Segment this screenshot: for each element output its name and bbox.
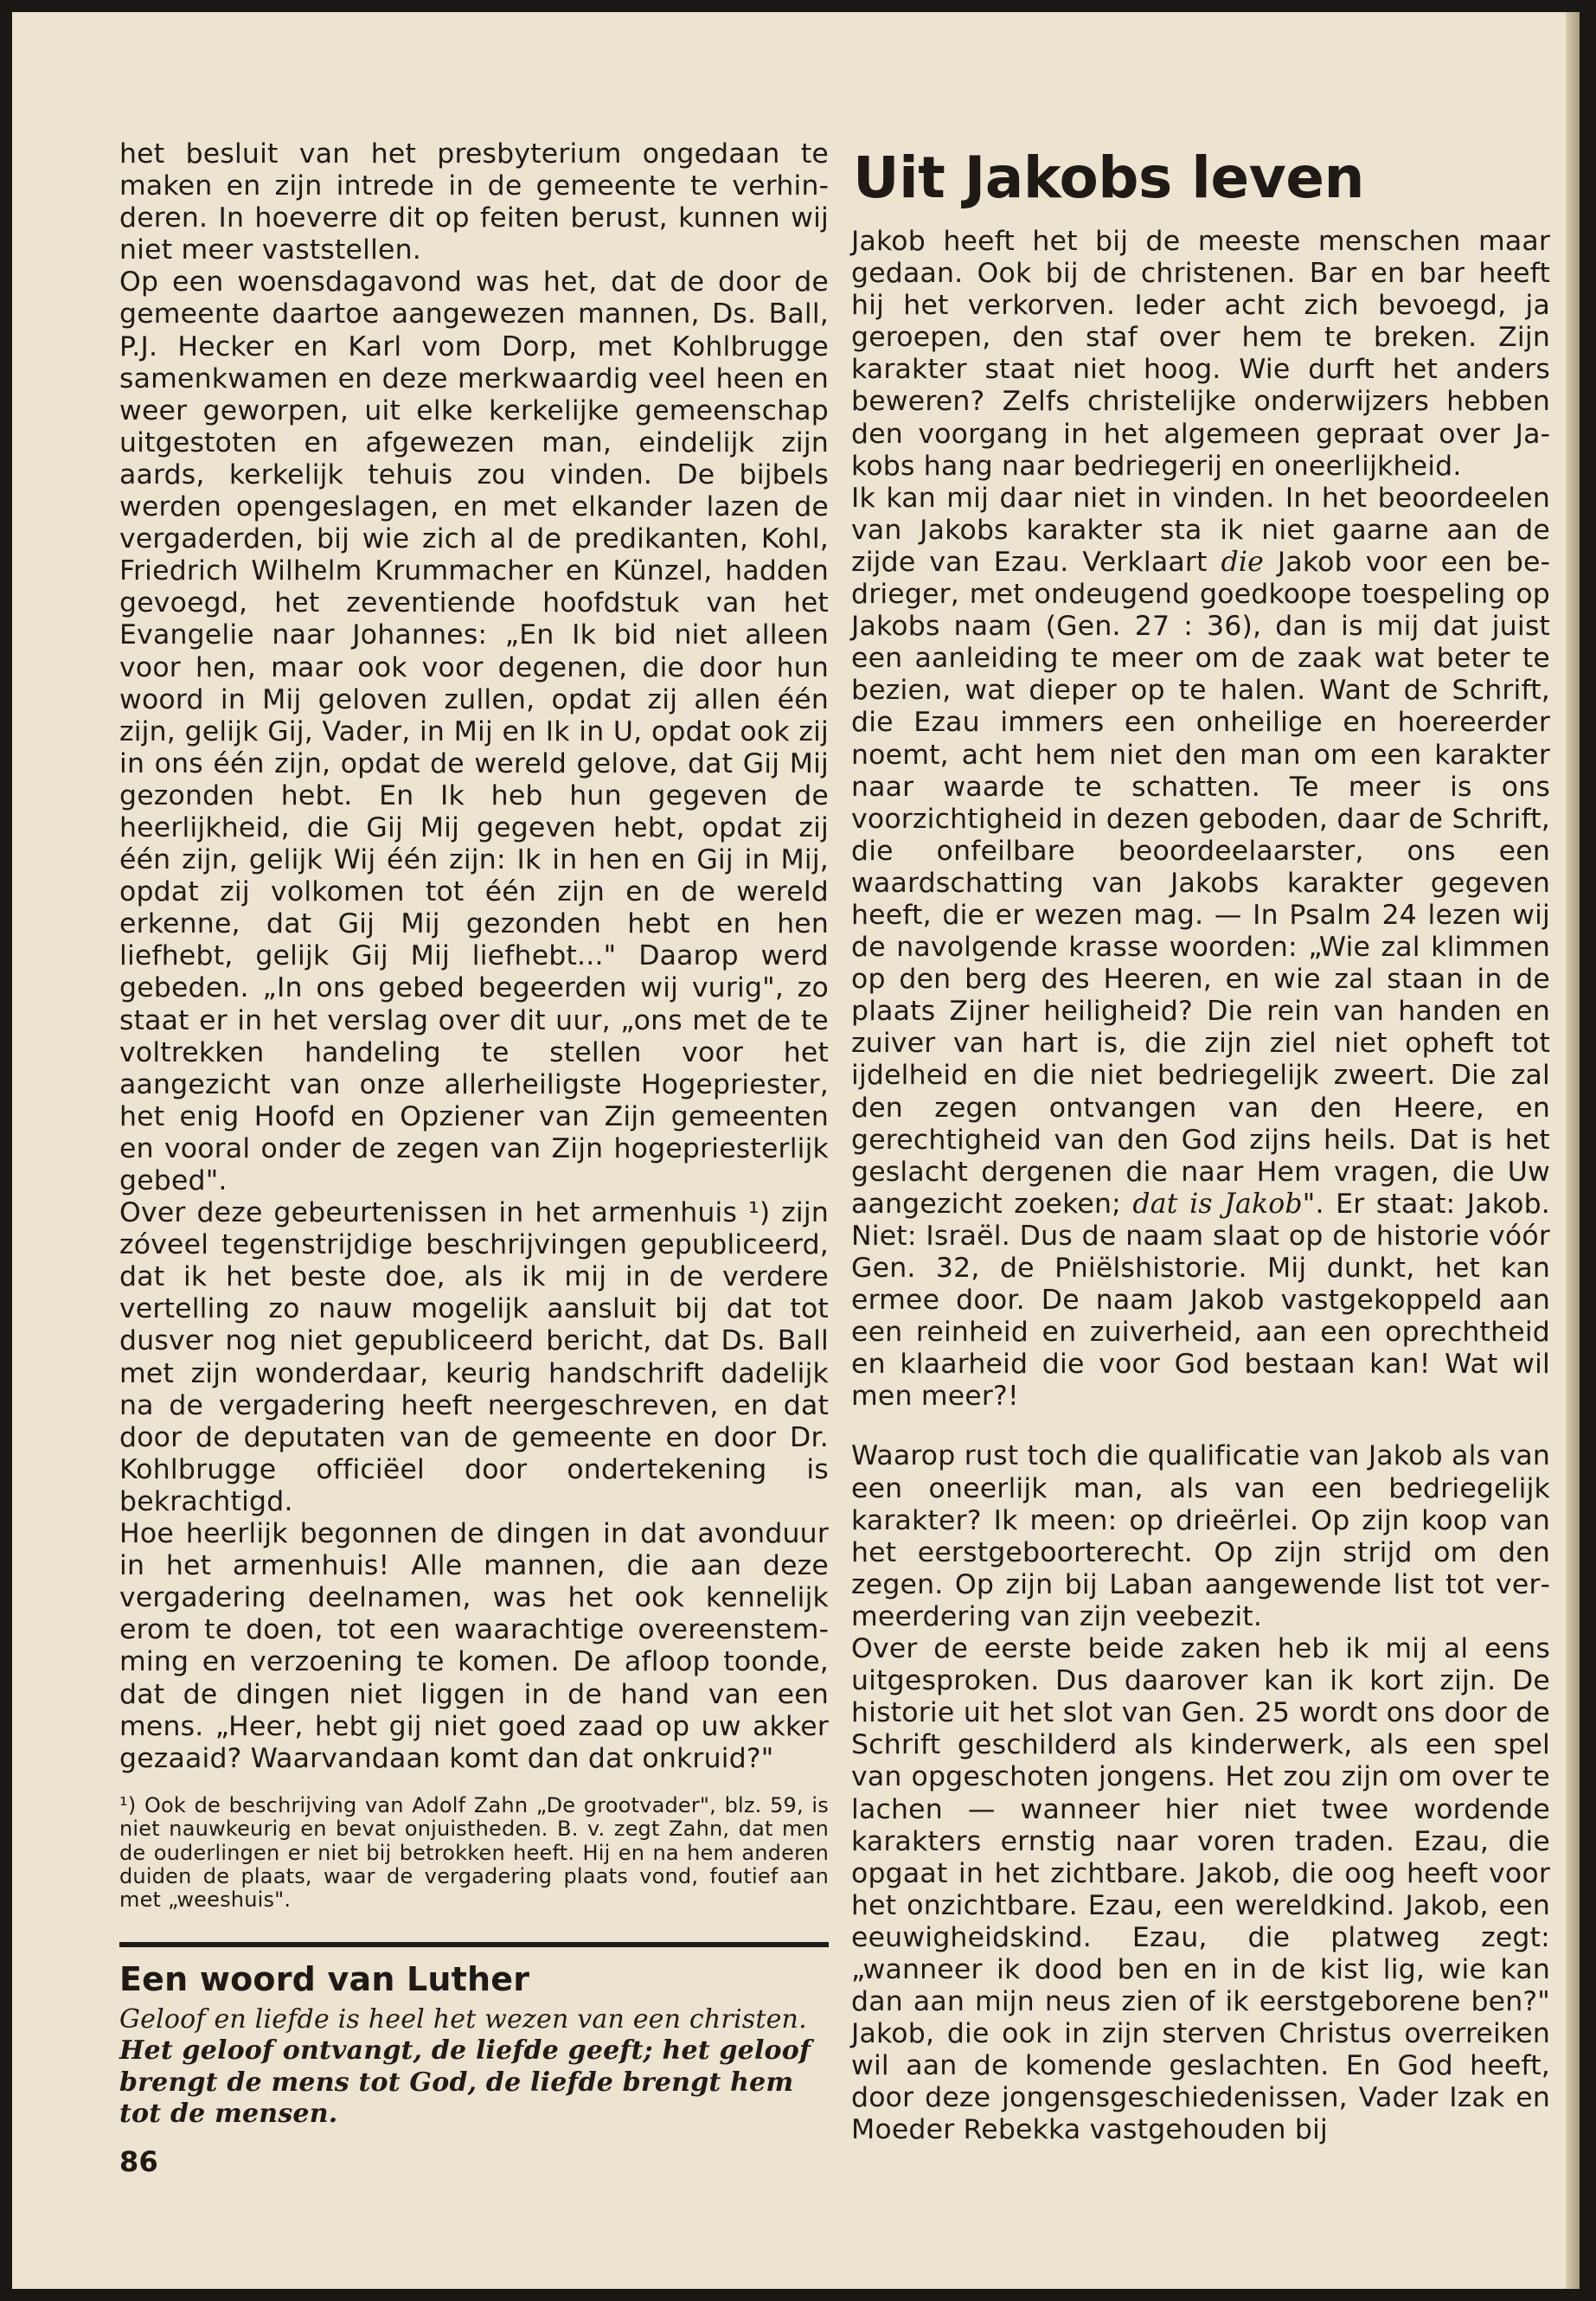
paragraph: Over deze gebeurtenissen in het armenhuis ¹) zijn zóveel tegenstrijdige beschrijvingen gepubliceerd, dat ik het beste doe, als ik mij in de verdere vertelling zo nauw mogelijk aansluit bij dat tot dusver nog niet gepubliceerd bericht, dat Ds. Ball met zijn wonderdaar, keurig handschrift dadelijk na de vergadering heeft neergeschreven, en dat door de deputaten van de gemeente en door Dr. Kohlbrugge officiëel door ondertekening is bekrachtigd. xyxy=(119,1197,829,1517)
emphasis: die xyxy=(1221,546,1264,578)
luther-quote-line: Het geloof ontvangt, de liefde geeft; het geloof brengt de mens tot God, de liefde brengt hem tot de mensen. xyxy=(119,2035,811,2130)
magazine-page xyxy=(12,12,1580,2289)
right-column xyxy=(851,146,1550,2147)
paragraph: Waarop rust toch die qualificatie van Jakob als van een oneerlijk man, als van een bedriegelijk karakter? Ik meen: op drieërlei. Op zijn koop van het eerstgeboorterecht. Op zijn strijd om den zegen. Op zijn bij Laban aangewende list tot vermeerdering van zijn veebezit. xyxy=(851,1440,1550,1632)
text-run: Jakob voor een bedrieger, met ondeugend goedkoope toespeling op Jakobs naam (Gen. 27 : 36), dan is mij dat juist een aanleiding te meer om de zaak wat beter te bezien, wat dieper op te halen. Want de Schrift, die Ezau immers een onheilige en hoereerder noemt, acht hem niet den man om een karakter naar waarde te schatten. Te meer is ons voorzichtigheid in dezen geboden, daar de Schrift, die onfeilbare beoordeelaarster, ons een waardschatting van Jakobs karakter gegeven heeft, die er wezen mag. — In Psalm 24 lezen wij de navolgende krasse woorden: „Wie zal klimmen op den berg des Heeren, en wie zal staan in de plaats Zijner heiligheid? Die rein van handen en zuiver van hart is, die zijn ziel niet opheft tot ijdelheid en die niet bedriegelijk zweert. Die zal den zegen ontvangen van den Heere, en gerechtigheid van den God zijns heils. Dat is het geslacht dergenen die naar Hem vragen, die Uw aangezicht zoeken; xyxy=(851,546,1550,1220)
luther-quote xyxy=(119,2004,829,2131)
paragraph: Jakob heeft het bij de meeste menschen maar gedaan. Ook bij de christenen. Bar en bar heeft hij het verkorven. Ieder acht zich bevoegd, ja geroepen, den staf over hem te breken. Zijn karakter staat niet hoog. Wie durft het anders beweren? Zelfs christelijke onderwijzers hebben den voorgang in het algemeen gepraat over Jakobs hang naar bedriegerij en oneerlijkheid. xyxy=(851,226,1550,482)
paragraph-gap xyxy=(851,1413,1550,1440)
paragraph: het besluit van het presbyterium ongedaan te maken en zijn intrede in de gemeente te verhinderen. In hoeverre dit op feiten berust, kunnen wij niet meer vaststellen. xyxy=(119,138,829,266)
text-run: ". Er staat: Jakob. Niet: Israël. Dus de naam slaat op de historie vóór Gen. 32, de Pniëlshistorie. Mij dunkt, het kan ermee door. De naam Jakob vastgekoppeld aan een reinheid en zuiverheid, aan een oprechtheid en klaarheid die voor God bestaan kan! Wat wil men meer?! xyxy=(851,1188,1550,1413)
section-divider xyxy=(119,1942,829,1947)
paragraph: Hoe heerlijk begonnen de dingen in dat avonduur in het armenhuis! Alle mannen, die aan deze vergadering deelnamen, was het ook kennelijk erom te doen, tot een waarachtige overeenstemming en verzoening te komen. De afloop toonde, dat de dingen niet liggen in de hand van een mens. „Heer, hebt gij niet goed zaad op uw akker gezaaid? Waarvandaan komt dan dat onkruid?" xyxy=(119,1518,829,1774)
left-column xyxy=(119,138,829,2178)
paragraph: Over de eerste beide zaken heb ik mij al eens uitgesproken. Dus daarover kan ik kort zijn. De historie uit het slot van Gen. 25 wordt ons door de Schrift geschilderd als kinderwerk, als een spel van opgeschoten jongens. Het zou zijn om over te lachen — wanneer hier niet twee wordende karakters ernstig naar voren traden. Ezau, die opgaat in het zichtbare. Jakob, die oog heeft voor het onzichtbare. Ezau, een wereldkind. Jakob, een eeuwigheidskind. Ezau, die platweg zegt: „wanneer ik dood ben en in de kist lig, wie kan dan aan mijn neus zien of ik eerstgeborene ben?" Jakob, die ook in zijn sterven Christus overreiken wil aan de komende geslachten. En God heeft, door deze jongensgeschiedenissen, Vader Izak en Moeder Rebekka vastgehouden bij xyxy=(851,1633,1550,2146)
page-number: 86 xyxy=(119,2144,158,2178)
article-title: Uit Jakobs leven xyxy=(853,144,1364,211)
text-run: Ik kan mij daar niet in vinden. In het beoordeelen van Jakobs karakter sta ik niet gaarne aan de zijde van Ezau. Verklaart xyxy=(851,482,1550,578)
luther-quote-line: Geloof en liefde is heel het wezen van een christen. xyxy=(119,2003,807,2035)
emphasis: dat is Jakob xyxy=(1132,1188,1303,1220)
footnote: ¹) Ook de beschrijving van Adolf Zahn „De grootvader", blz. 59, is niet nauwkeurig en bevat onjuistheden. B. v. zegt Zahn, dat men de ouderlingen er niet bij betrokken heeft. Hij en na hem anderen duiden de plaats, waar de vergadering plaats vond, foutief aan met „weeshuis". xyxy=(119,1792,829,1913)
paragraph: Op een woensdagavond was het, dat de door de gemeente daartoe aangewezen mannen, Ds. Ball, P.J. Hecker en Karl vom Dorp, met Kohlbrugge samenkwamen en deze merkwaardig veel heen en weer geworpen, uit elke kerkelijke gemeenschap uitgestoten en afgewezen man, eindelijk zijn aards, kerkelijk tehuis zou vinden. De bijbels werden opengeslagen, en met elkander lazen de vergaderden, bij wie zich al de predikanten, Kohl, Friedrich Wilhelm Krummacher en Künzel, hadden gevoegd, het zeventiende hoofdstuk van het Evangelie naar Johannes: „En Ik bid niet alleen voor hen, maar ook voor degenen, die door hun woord in Mij geloven zullen, opdat zij allen één zijn, gelijk Gij, Vader, in Mij en Ik in U, opdat ook zij in ons één zijn, opdat de wereld gelove, dat Gij Mij gezonden hebt. En Ik heb hun gegeven de heerlijkheid, die Gij Mij gegeven hebt, opdat zij één zijn, gelijk Wij één zijn: Ik in hen en Gij in Mij, opdat zij volkomen tot één zijn en de wereld erkenne, dat Gij Mij gezonden hebt en hen liefhebt, gelijk Gij Mij liefhebt..." Daarop werd gebeden. „In ons gebed begeerden wij vurig", zo staat er in het verslag over dit uur, „ons met de te voltrekken handeling te stellen voor het aangezicht van onze allerheiligste Hogepriester, het enig Hoofd en Opziener van Zijn gemeenten en vooral onder de zegen van Zijn hogepriesterlijk gebed". xyxy=(119,266,829,1196)
luther-heading: Een woord van Luther xyxy=(119,1959,530,1998)
page-spine xyxy=(1566,12,1580,2289)
paragraph xyxy=(851,483,1550,1413)
